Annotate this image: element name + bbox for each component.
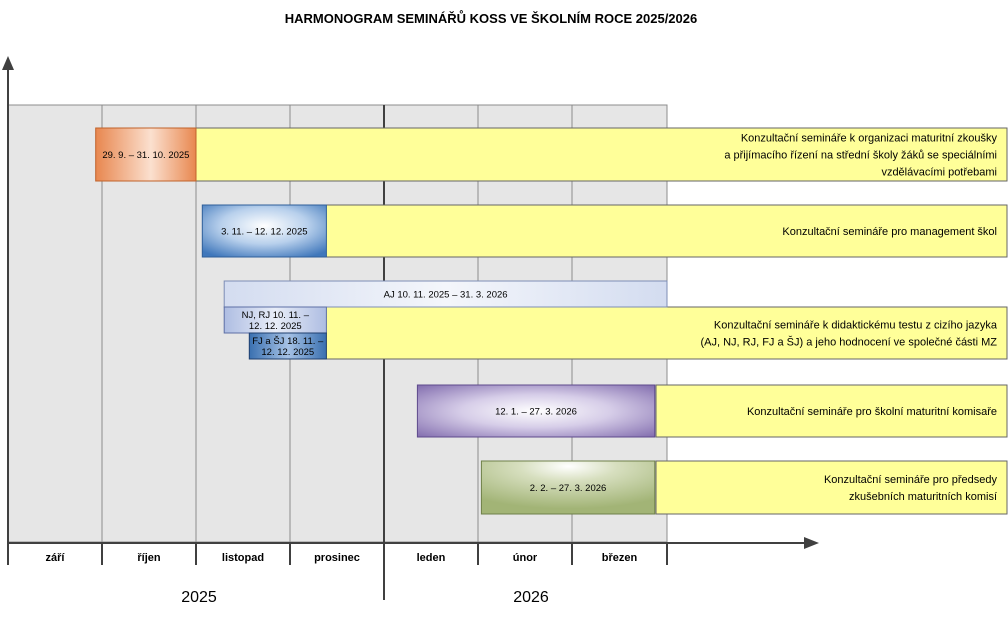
month-label: říjen: [137, 552, 161, 564]
description-text: Konzultační semináře pro management škol: [782, 226, 997, 238]
x-axis-arrow: [804, 537, 819, 549]
month-label: březen: [601, 552, 638, 564]
month-label: únor: [512, 552, 538, 564]
bar-label: 12. 12. 2025: [248, 321, 302, 332]
bar-label: AJ 10. 11. 2025 – 31. 3. 2026: [383, 289, 508, 301]
description-band: [656, 461, 1007, 514]
bar-label: FJ a ŠJ 18. 11. –: [252, 336, 324, 347]
chart-title: HARMONOGRAM SEMINÁŘŮ KOSS VE ŠKOLNÍM ROCE 2025/2026: [284, 11, 698, 26]
description-text: Konzultační semináře k didaktickému testu z cizího jazyka: [713, 319, 997, 332]
month-label: listopad: [221, 552, 265, 564]
bar-label: NJ, RJ 10. 11. –: [241, 310, 310, 321]
description-text: Konzultační semináře pro předsedy: [823, 474, 997, 486]
description-text: Konzultační semináře k organizaci maturitní zkoušky: [740, 132, 997, 145]
bar-label: 2. 2. – 27. 3. 2026: [529, 483, 607, 494]
y-axis-arrow: [2, 56, 14, 70]
description-text: a přijímacího řízení na střední školy žáků se speciálními: [724, 149, 997, 162]
description-text: zkušebních maturitních komisí: [849, 491, 997, 503]
year-label: 2025: [181, 589, 217, 606]
month-label: prosinec: [314, 552, 360, 564]
description-text: (AJ, NJ, RJ, FJ a ŠJ) a jeho hodnocení ve společné části MZ: [700, 336, 997, 349]
bar-label: 29. 9. – 31. 10. 2025: [102, 150, 190, 161]
description-band: [324, 307, 1007, 359]
description-text: vzdělávacími potřebami: [881, 166, 997, 179]
bar-label: 12. 12. 2025: [261, 347, 315, 358]
bar-label: 3. 11. – 12. 12. 2025: [221, 226, 308, 238]
description-text: Konzultační semináře pro školní maturitní komisaře: [746, 406, 997, 418]
bar-label: 12. 1. – 27. 3. 2026: [495, 406, 577, 418]
year-label: 2026: [513, 589, 549, 606]
month-label: leden: [416, 552, 446, 564]
month-label: září: [45, 552, 65, 564]
